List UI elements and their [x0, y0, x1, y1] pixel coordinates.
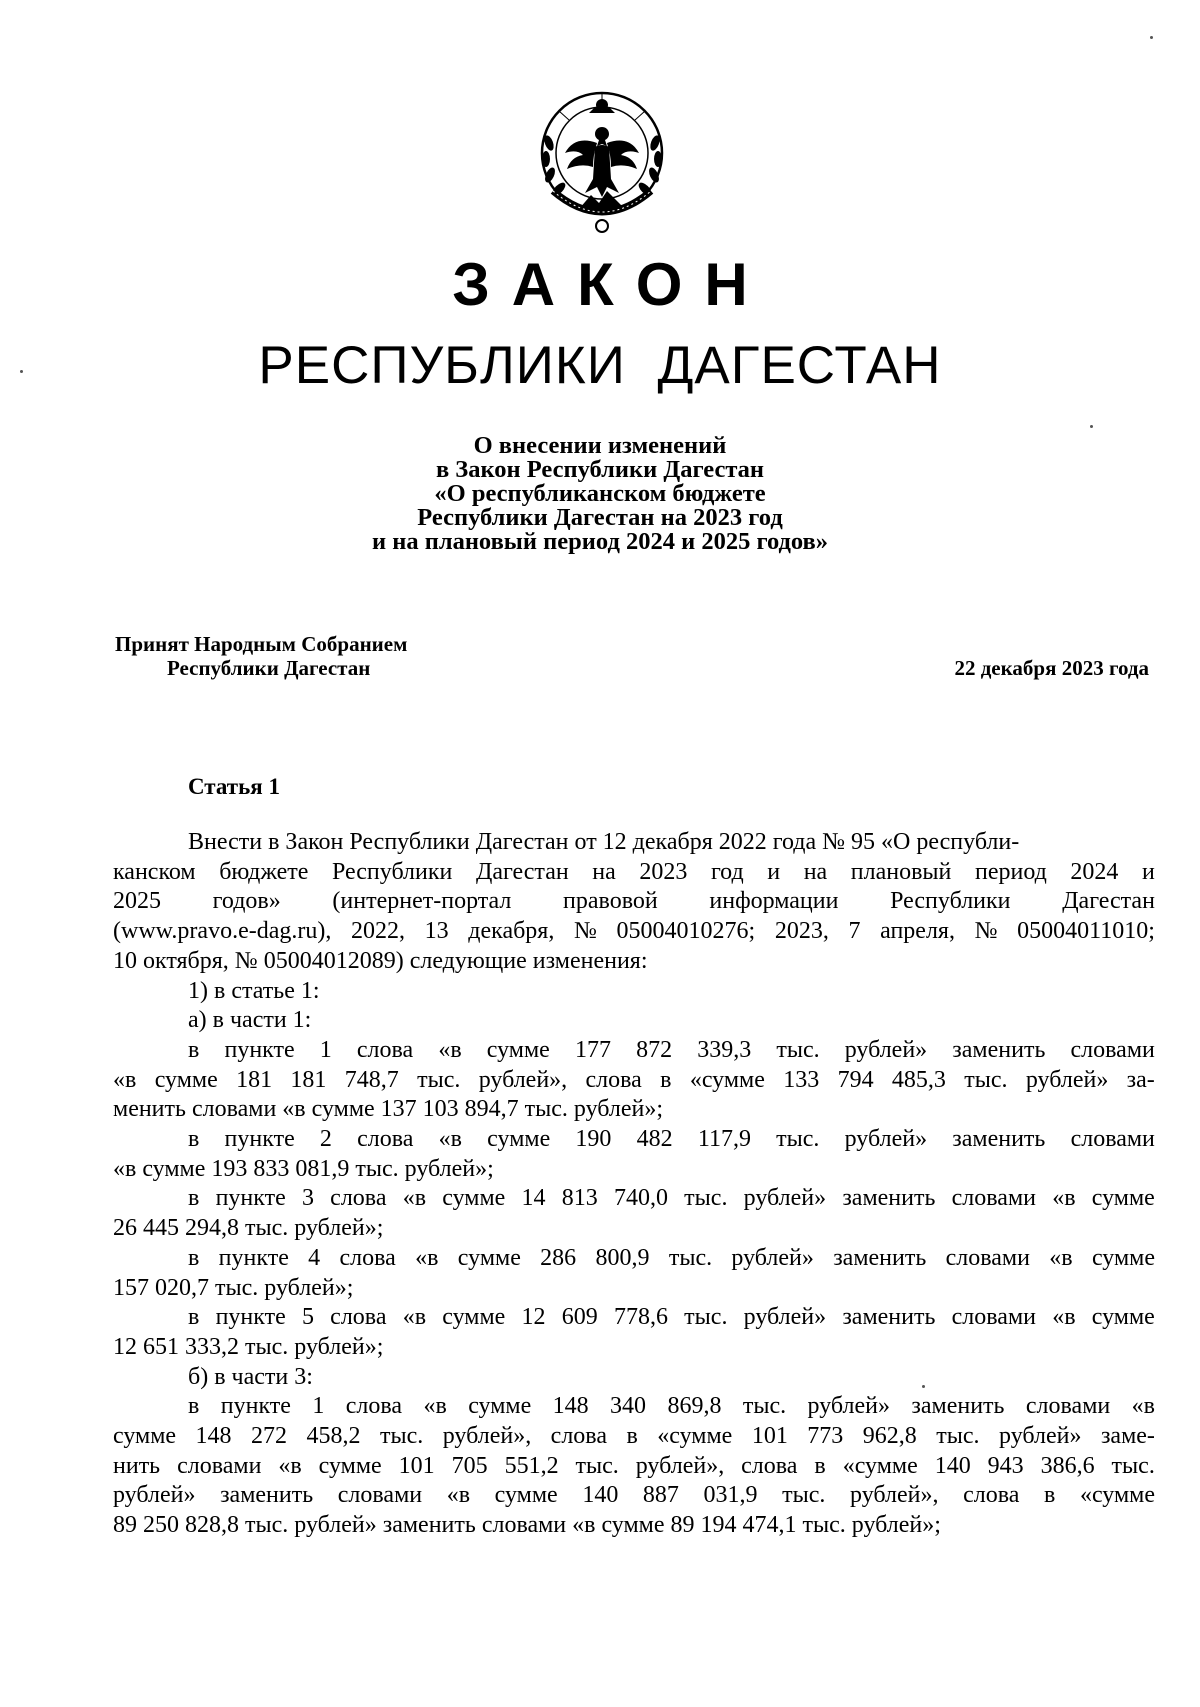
word: «в [438, 1036, 462, 1063]
word: пункте [215, 1185, 286, 1212]
law-title: ЗАКОН [452, 251, 770, 318]
word: апреля, [880, 918, 955, 945]
word: сумме [486, 1036, 550, 1063]
word: 609 [561, 1304, 598, 1331]
word: 13 [424, 918, 449, 945]
word: словами [951, 1304, 1036, 1331]
text-line: а) в части 1: [188, 1007, 312, 1034]
word: 778,6 [613, 1304, 668, 1331]
word: (интернет-портал [332, 888, 512, 915]
word: 1 [312, 1393, 325, 1420]
word: 1 [319, 1036, 332, 1063]
text-line [113, 1244, 1155, 1274]
word: информации [709, 888, 839, 915]
word: заменить [911, 1393, 1005, 1420]
word: «в [423, 1393, 447, 1420]
word: в [626, 1423, 638, 1450]
adoption-block [115, 632, 407, 680]
word: (www.pravo.e-dag.ru), [113, 918, 332, 945]
word: 2022, [351, 918, 405, 945]
word: канском [113, 858, 196, 885]
word: 340 [610, 1393, 647, 1420]
word: заменить [842, 1304, 936, 1331]
word: пункте [220, 1393, 291, 1420]
word: 3 [301, 1185, 314, 1212]
word: «сумме [689, 1066, 765, 1093]
word: 05004010276; [616, 918, 756, 945]
word: словами [337, 1482, 423, 1509]
word: слова [585, 1066, 642, 1093]
word: бюджете [219, 858, 309, 885]
word: 181 [290, 1066, 327, 1093]
word: рублей», [442, 1423, 532, 1450]
subject-line: «О республиканском бюджете [434, 480, 766, 507]
word: год [710, 858, 744, 885]
word: пункте [224, 1126, 295, 1153]
word: 943 [987, 1452, 1024, 1479]
word: № [974, 918, 998, 945]
text-line: 157 020,7 тыс. рублей»; [113, 1274, 354, 1301]
word: 140 [582, 1482, 619, 1509]
word: тыс. [684, 1185, 728, 1212]
article-heading: Статья 1 [188, 774, 280, 799]
word: слова [339, 1244, 396, 1271]
word: пункте [224, 1036, 295, 1063]
word: рублей» [999, 1423, 1082, 1450]
word: «в [415, 1244, 439, 1271]
word: плановый [850, 858, 952, 885]
article-body [113, 828, 1155, 1541]
word: на [592, 858, 616, 885]
word: 286 [540, 1244, 577, 1271]
word: 031,9 [703, 1482, 758, 1509]
word: рублей» [1025, 1066, 1109, 1093]
word: сумме [154, 1066, 218, 1093]
word: 12 [521, 1304, 546, 1331]
word: заменить [952, 1126, 1046, 1153]
word: рублей», [850, 1482, 939, 1509]
word: в [188, 1393, 200, 1420]
word: и [1142, 858, 1155, 885]
word: заме- [1100, 1423, 1155, 1450]
word: Республики [331, 858, 453, 885]
word: тыс. [964, 1066, 1008, 1093]
coat-of-arms-emblem [527, 83, 677, 236]
word: рублей» [807, 1393, 890, 1420]
text-line [113, 858, 1155, 888]
word: рублей» [743, 1304, 827, 1331]
word: тыс. [782, 1482, 826, 1509]
word: «сумме [1079, 1482, 1155, 1509]
word: заменить [833, 1244, 927, 1271]
word: рублей» [731, 1244, 814, 1271]
word: Дагестан [1062, 888, 1155, 915]
word: «в [1052, 1304, 1076, 1331]
word: 2024 [1070, 858, 1119, 885]
word: слова [345, 1393, 403, 1420]
word: Дагестан [475, 858, 569, 885]
word: в [814, 1452, 826, 1479]
text-line [113, 1184, 1155, 1214]
word: словами [1070, 1036, 1155, 1063]
eagle-emblem-icon [527, 83, 677, 236]
word: слова [741, 1452, 798, 1479]
word: сумме [487, 1126, 551, 1153]
word: 2 [319, 1126, 332, 1153]
text-line: 26 445 294,8 тыс. рублей»; [113, 1215, 384, 1242]
word: в [188, 1036, 200, 1063]
word: 177 [574, 1036, 611, 1063]
text-line: 89 250 828,8 тыс. рублей» заменить словами «в сумме 89 194 474,1 тыс. рублей»; [113, 1512, 941, 1539]
scan-speck [922, 1385, 925, 1388]
word: сумме [318, 1452, 382, 1479]
word: рублей», [478, 1066, 568, 1093]
word: 101 [398, 1452, 435, 1479]
word: 7 [848, 918, 861, 945]
word: 190 [575, 1126, 612, 1153]
word: 181 [236, 1066, 273, 1093]
text-line [113, 1392, 1155, 1422]
word: слова [357, 1126, 414, 1153]
word: тыс. [668, 1244, 713, 1271]
word: тыс. [575, 1452, 619, 1479]
word: «в [1052, 1185, 1076, 1212]
text-line: 1) в статье 1: [188, 977, 320, 1004]
word: в [188, 1304, 200, 1331]
text-line [113, 1125, 1155, 1155]
word: сумме [468, 1393, 532, 1420]
word: рублей» [743, 1185, 827, 1212]
word: 887 [642, 1482, 679, 1509]
text-line: менить словами «в сумме 137 103 894,7 тыс. рублей»; [113, 1096, 664, 1123]
text-line [113, 1303, 1155, 1333]
word: 962,8 [862, 1423, 917, 1450]
adoption-date: 22 декабря 2023 года [954, 656, 1149, 680]
word: 482 [636, 1126, 673, 1153]
word: за- [1126, 1066, 1155, 1093]
word: рублей» [113, 1482, 196, 1509]
word: тыс. [776, 1036, 820, 1063]
word: 272 [251, 1423, 288, 1450]
word: декабря, [468, 918, 555, 945]
word: сумме [494, 1482, 558, 1509]
word: в [188, 1185, 200, 1212]
word: тыс. [936, 1423, 980, 1450]
word: рублей» [844, 1126, 928, 1153]
word: сумме [1091, 1244, 1155, 1271]
scan-speck [20, 370, 23, 373]
word: 148 [552, 1393, 589, 1420]
text-line [113, 1036, 1155, 1066]
subject-line: О внесении изменений [473, 432, 727, 459]
word: 551,2 [504, 1452, 559, 1479]
word: слова [963, 1482, 1020, 1509]
text-line [113, 1066, 1155, 1096]
word: сумме [442, 1304, 506, 1331]
word: на [803, 858, 828, 885]
word: слова [356, 1036, 414, 1063]
word: «в [113, 1066, 137, 1093]
text-line: Внести в Закон Республики Дагестан от 12 декабря 2022 года № 95 «О республи- [188, 829, 1020, 855]
word: тыс. [417, 1066, 461, 1093]
text-line [113, 1422, 1155, 1452]
word: в [188, 1126, 200, 1153]
text-line: «в сумме 193 833 081,9 тыс. рублей»; [113, 1155, 494, 1182]
word: рублей» [844, 1036, 928, 1063]
word: «в [438, 1126, 462, 1153]
law-subject [0, 434, 1200, 554]
word: правовой [563, 888, 658, 915]
word: 458,2 [306, 1423, 361, 1450]
word: 748,7 [344, 1066, 399, 1093]
word: сумме [1091, 1304, 1155, 1331]
word: тыс. [1111, 1452, 1155, 1479]
word: заменить [952, 1036, 1046, 1063]
word: нить [113, 1452, 161, 1479]
word: сумме [442, 1185, 506, 1212]
word: 485,3 [891, 1066, 946, 1093]
word: «в [1131, 1393, 1155, 1420]
text-line: б) в части 3: [188, 1363, 313, 1390]
word: тыс. [742, 1393, 787, 1420]
word: 5 [301, 1304, 314, 1331]
text-line: 10 октября, № 05004012089) следующие изменения: [113, 947, 648, 974]
word: 14 [521, 1185, 546, 1212]
word: 872 [636, 1036, 673, 1063]
word: 339,3 [697, 1036, 752, 1063]
word: словами [951, 1185, 1036, 1212]
word: 869,8 [667, 1393, 722, 1420]
text-line [113, 1481, 1155, 1511]
word: слова [330, 1185, 387, 1212]
word: 133 [783, 1066, 820, 1093]
word: «в [402, 1304, 427, 1331]
word: пункте [218, 1244, 289, 1271]
subject-line: Республики Дагестан на 2023 год [417, 504, 783, 531]
word: сумме [113, 1423, 177, 1450]
text-line: 12 651 333,2 тыс. рублей»; [113, 1333, 384, 1360]
text-line [113, 917, 1155, 947]
word: 140 [934, 1452, 971, 1479]
subject-line: и на плановый период 2024 и 2025 годов» [371, 528, 829, 555]
word: период [974, 858, 1047, 885]
word: рублей», [635, 1452, 725, 1479]
word: сумме [457, 1244, 521, 1271]
scan-speck [1150, 36, 1153, 39]
word: тыс. [684, 1304, 728, 1331]
republic-title: РЕСПУБЛИКИ ДАГЕСТАН [258, 336, 942, 395]
word: сумме [1091, 1185, 1155, 1212]
word: словами [177, 1452, 262, 1479]
word: «в [278, 1452, 302, 1479]
word: словами [1025, 1393, 1111, 1420]
word: словами [1070, 1126, 1155, 1153]
word: 794 [837, 1066, 874, 1093]
word: в [188, 1244, 200, 1271]
word: заменить [220, 1482, 314, 1509]
word: 2023, [774, 918, 829, 945]
word: годов» [212, 888, 281, 915]
word: 813 [561, 1185, 598, 1212]
word: 800,9 [595, 1244, 650, 1271]
text-line [113, 887, 1155, 917]
adopted-by-republic: Республики Дагестан [167, 656, 371, 680]
word: 2025 [113, 888, 161, 915]
word: 117,9 [697, 1126, 751, 1153]
word: «в [1049, 1244, 1073, 1271]
word: и [767, 858, 781, 885]
word: 05004011010; [1017, 918, 1155, 945]
word: «сумме [657, 1423, 733, 1450]
word: № [573, 918, 597, 945]
word: «в [446, 1482, 471, 1509]
word: в [1043, 1482, 1056, 1509]
word: тыс. [776, 1126, 820, 1153]
word: словами [945, 1244, 1030, 1271]
word: «сумме [842, 1452, 918, 1479]
word: заменить [842, 1185, 936, 1212]
adopted-by-line: Принят Народным Собранием [115, 632, 408, 656]
subject-line: в Закон Республики Дагестан [435, 456, 765, 483]
word: 2023 [639, 858, 688, 885]
word: слова [550, 1423, 607, 1450]
word: 4 [308, 1244, 321, 1271]
word: 148 [195, 1423, 232, 1450]
word: 705 [451, 1452, 488, 1479]
word: в [660, 1066, 672, 1093]
word: слова [330, 1304, 387, 1331]
word: «в [402, 1185, 427, 1212]
word: 740,0 [613, 1185, 668, 1212]
word: Республики [890, 888, 1011, 915]
word: 773 [807, 1423, 844, 1450]
scan-speck [1090, 425, 1093, 428]
word: тыс. [379, 1423, 424, 1450]
text-line [113, 1452, 1155, 1482]
word: 386,6 [1040, 1452, 1095, 1479]
word: 101 [751, 1423, 788, 1450]
word: пункте [215, 1304, 286, 1331]
